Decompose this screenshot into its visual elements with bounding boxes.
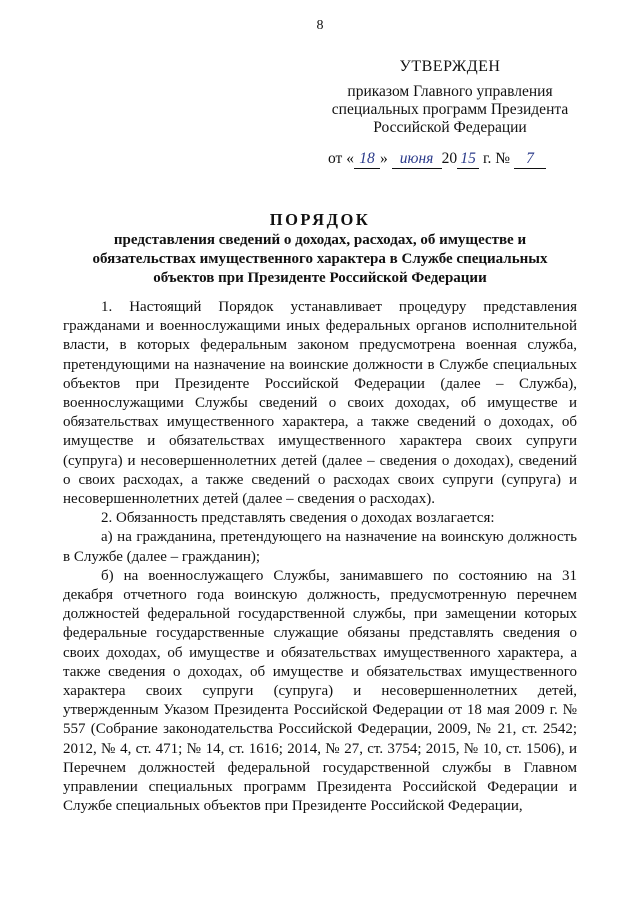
date-prefix: от « [328,150,354,167]
paragraph-1: 1. Настоящий Порядок устанавливает процедуру представления гражданами и военнослужащими иных федеральных органов исполнительной власти, в которых федеральным законом предусмотрена военная служба, претендующими на назначение на воинские должности в Службе специальных объектов при Президенте Российской Федерации (далее – Служба), военнослужащими Службы сведений о своих доходах, об имуществе и обязательствах имущественного характера, а также сведений о доходах, об имуществе и обязательствах имущественного характера своих супруги (супруга) и несовершеннолетних детей (далее – сведения о доходах), сведений о своих расходах, а также сведений о расходах своих супруги (супруга) и несовершеннолетних детей (далее – сведения о расходах). [63,299,577,508]
approval-stamp-block [320,58,580,137]
document-subtitle [70,231,570,288]
approval-line: специальных программ Президента [331,101,569,118]
document-body [63,298,577,816]
handwritten-day: 18 [354,150,380,169]
paragraph-2b: б) на военнослужащего Службы, занимавшего по состоянию на 31 декабря отчетного года воинскую должность, предусмотренную перечнем должностей федеральной государственной службы, при замещении которых федеральные государственные служащие обязаны представлять сведения о своих доходах, об имуществе и обязательствах имущественного характера, а также сведения о доходах, об имуществе и обязательствах имущественного характера своих супруги (супруга) и несовершеннолетних детей, утвержденным Указом Президента Российской Федерации от 18 мая 2009 г. № 557 (Собрание законодательства Российской Федерации, 2009, № 21, ст. 2542; 2012, № 4, ст. 471; № 14, ст. 1616; 2014, № 27, ст. 3754; 2015, № 10, ст. 1506), и Перечнем должностей федеральной государственной службы в Главном управлении специальных программ Президента Российской Федерации и Службе специальных объектов при Президенте Российской Федерации, [63,567,577,815]
subtitle-line: представления сведений о доходах, расходах, об имуществе и [113,232,527,248]
paragraph-2a: а) на гражданина, претендующего на назначение на воинскую должность в Службе (далее – гражданин); [63,529,577,565]
approval-line: Российской Федерации [373,119,527,136]
handwritten-month: июня [392,150,442,169]
approval-heading: УТВЕРЖДЕН [399,58,501,75]
date-mid: » [379,150,388,167]
handwritten-number: 7 [514,150,546,169]
date-year-prefix: 20 [441,150,458,167]
document-title: ПОРЯДОК [269,210,371,229]
paragraph-2: 2. Обязанность представлять сведения о доходах возлагается: [101,510,495,527]
subtitle-line: обязательствах имущественного характера в Службе специальных [92,251,548,267]
approval-line: приказом Главного управления [347,83,553,100]
approval-date-line [328,150,546,169]
subtitle-line: объектов при Президенте Российской Федерации [153,270,487,286]
handwritten-year: 15 [457,150,479,169]
date-suffix: г. № [482,150,511,167]
page-number: 8 [316,18,324,33]
